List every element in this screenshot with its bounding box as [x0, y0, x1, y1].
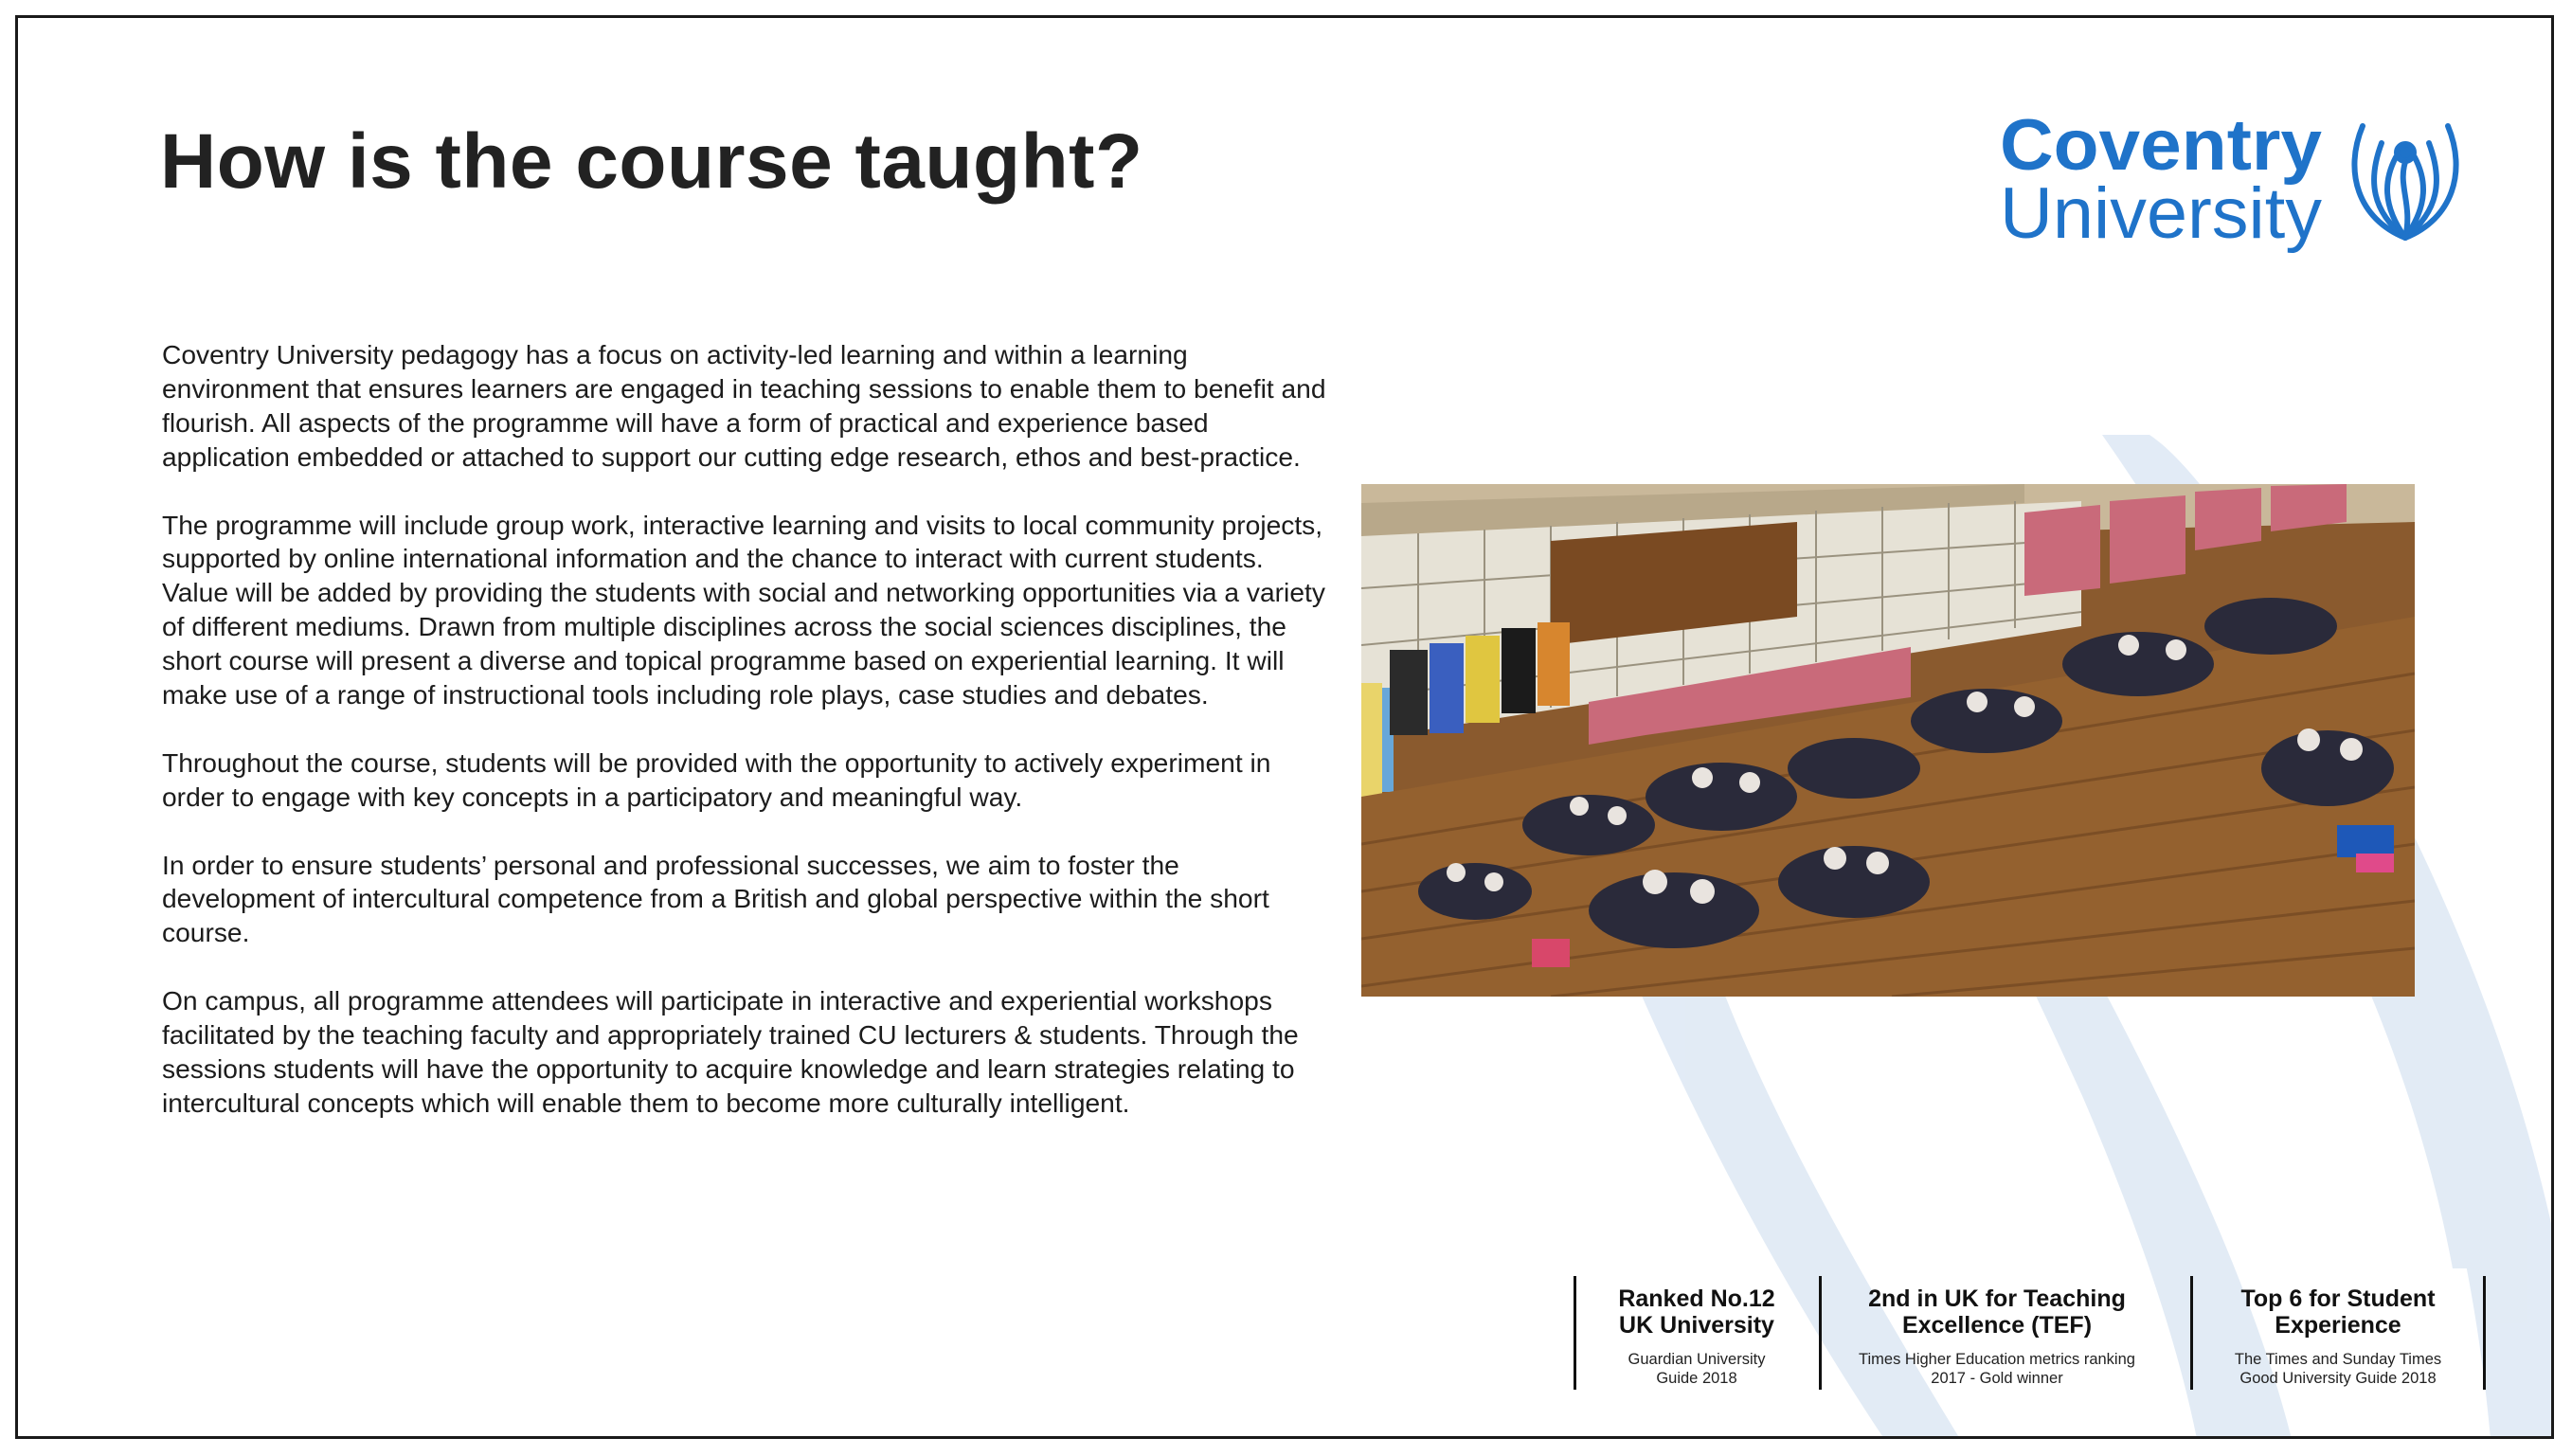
paragraph: Throughout the course, students will be provided with the opportunity to actively experiment in order to engage with key concepts in a participatory and meaningful way. [162, 746, 1271, 812]
ranking-headline: 2nd in UK for Teaching Excellence (TEF) [1868, 1285, 2126, 1339]
ranking-source: Guardian University Guide 2018 [1628, 1351, 1766, 1387]
ranking-stat [1822, 1276, 2172, 1390]
paragraph: In order to ensure students’ personal and professional successes, we aim to foster the development of intercultural competence from a British and global perspective within the short course. [162, 849, 1269, 948]
divider [2190, 1276, 2193, 1390]
phoenix-emblem-icon [2354, 126, 2455, 238]
paragraph: Coventry University pedagogy has a focus on activity-led learning and within a learning environment that ensures learners are engaged in teaching sessions to enable them to benefit and flourish. All aspects of the programme will have a form of practical and experience based application embedded or attached to support our cutting edge research, ethos and best-practice. [162, 339, 1326, 472]
svg-text:Coventry: Coventry [2000, 105, 2322, 186]
divider [2483, 1276, 2486, 1390]
divider [1574, 1276, 1576, 1390]
ranking-stat [1576, 1276, 1817, 1390]
classroom-photo [1361, 484, 2415, 997]
rankings-bar [1574, 1276, 2491, 1390]
ranking-source: The Times and Sunday Times Good University Guide 2018 [2234, 1351, 2442, 1387]
paragraph: On campus, all programme attendees will participate in interactive and experiential workshops facilitated by the teaching faculty and appropriately trained CU lecturers & students. Through the sessions students will have the opportunity to acquire knowledge and learn strategies relating to intercultural concepts which will enable them to become more culturally intelligent. [162, 985, 1299, 1118]
ranking-stat [2193, 1276, 2483, 1390]
coventry-university-logo [1998, 105, 2491, 257]
divider [1819, 1276, 1822, 1390]
ranking-source: Times Higher Education metrics ranking 2017 - Gold winner [1859, 1351, 2135, 1387]
svg-text:University: University [2000, 173, 2322, 254]
body-text [162, 338, 1337, 1155]
ranking-headline: Ranked No.12 UK University [1618, 1285, 1775, 1339]
slide-frame [15, 15, 2554, 1439]
slide-title: How is the course taught? [160, 118, 1143, 205]
paragraph: The programme will include group work, interactive learning and visits to local community projects, supported by online international information and the chance to interact with current students. Value will be added by providing the students with social and networking opportunities via a variety of different mediums. Drawn from multiple disciplines across the social sciences disciplines, the short course will present a diverse and topical programme based on experiential learning. It will make use of a range of instructional tools including role plays, case studies and debates. [162, 509, 1325, 710]
ranking-headline: Top 6 for Student Experience [2240, 1285, 2436, 1339]
